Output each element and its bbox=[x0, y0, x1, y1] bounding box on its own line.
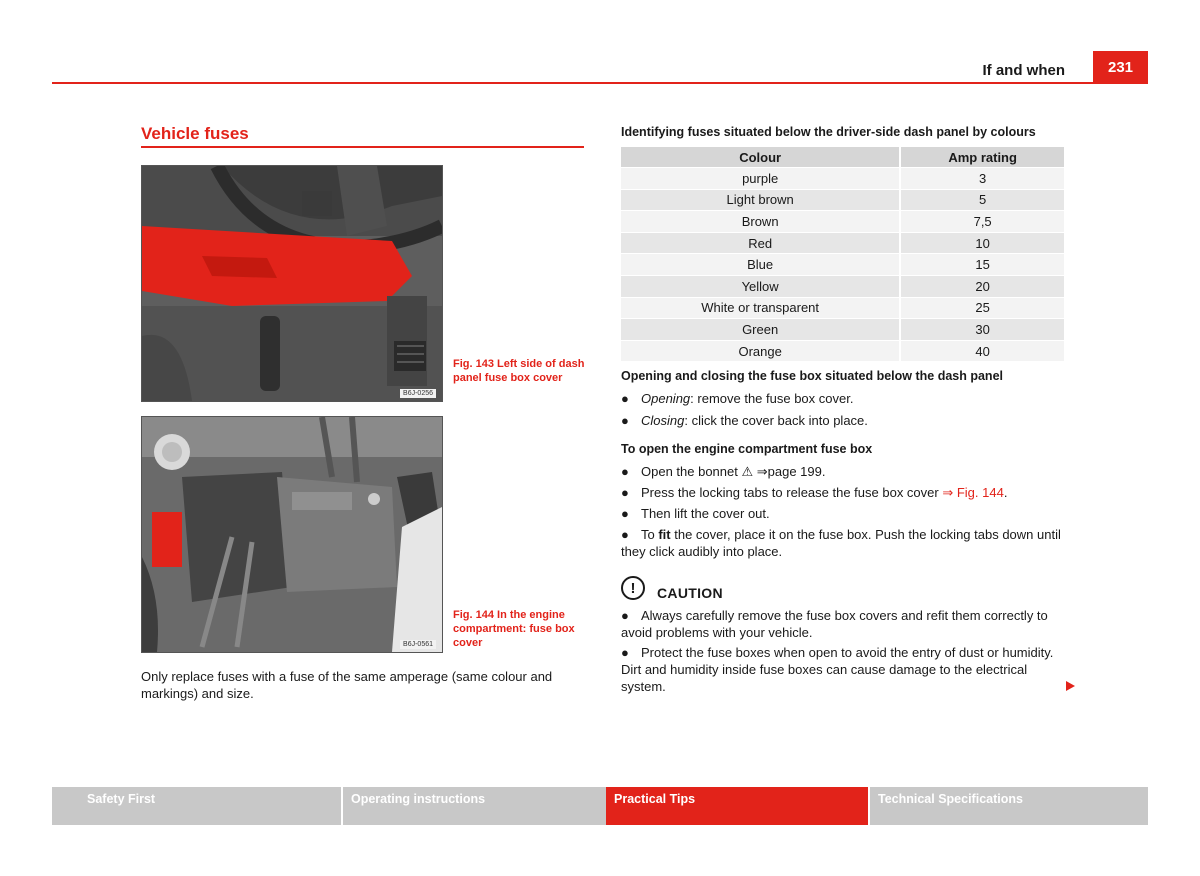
warning-triangle-icon: ⚠ bbox=[741, 464, 754, 479]
engine-compartment-illustration bbox=[142, 417, 442, 652]
table-row bbox=[621, 319, 1064, 341]
amp-cell: 30 bbox=[900, 319, 1064, 341]
term-closing: Closing bbox=[641, 413, 685, 428]
fuse-replacement-note: Only replace fuses with a fuse of the same amperage (same colour and markings) and size. bbox=[141, 669, 553, 701]
colour-cell: White or transparent bbox=[621, 297, 900, 319]
engine-fusebox-heading: To open the engine compartment fuse box bbox=[621, 442, 873, 456]
dash-panel-illustration bbox=[142, 166, 442, 401]
open-bonnet-text: Open the bonnet bbox=[641, 464, 742, 479]
table-header-row bbox=[621, 147, 1064, 168]
lift-cover-text: Then lift the cover out. bbox=[641, 506, 770, 521]
table-header-amp-rating: Amp rating bbox=[900, 147, 1064, 168]
page-reference-text: ⇒page 199. bbox=[753, 464, 826, 479]
table-row bbox=[621, 211, 1064, 233]
tab-safety-first[interactable]: Safety First bbox=[52, 787, 341, 825]
amp-cell: 7,5 bbox=[900, 211, 1064, 233]
list-item bbox=[621, 484, 1061, 501]
section-title: Vehicle fuses bbox=[141, 124, 249, 143]
list-item bbox=[621, 463, 1061, 480]
dash-fusebox-heading: Opening and closing the fuse box situated below the dash panel bbox=[621, 369, 1003, 383]
opening-text: : remove the fuse box cover. bbox=[690, 391, 854, 406]
bullet-icon: ● bbox=[621, 608, 629, 623]
table-heading: Identifying fuses situated below the driver-side dash panel by colours bbox=[621, 125, 1036, 139]
figure-144-link[interactable]: ⇒ Fig. 144 bbox=[942, 485, 1004, 500]
caution-title: CAUTION bbox=[657, 585, 723, 601]
figure-id-label: B6J-0561 bbox=[400, 640, 436, 649]
colour-cell: Orange bbox=[621, 340, 900, 361]
press-tabs-period: . bbox=[1003, 485, 1008, 500]
page-number: 231 bbox=[1093, 51, 1148, 84]
fit-cover-text-a: To bbox=[641, 527, 659, 542]
figure-engine-compartment bbox=[141, 416, 443, 653]
bullet-icon: ● bbox=[621, 464, 629, 479]
fit-cover-text-b: the cover, place it on the fuse box. Push the locking tabs down until they click audibly into place. bbox=[621, 527, 1061, 559]
table-header-colour: Colour bbox=[621, 147, 900, 168]
caution-exclamation-icon: ! bbox=[621, 576, 645, 600]
colour-cell: Blue bbox=[621, 254, 900, 276]
table-row bbox=[621, 168, 1064, 190]
amp-cell: 15 bbox=[900, 254, 1064, 276]
header-section-title: If and when bbox=[982, 62, 1065, 79]
table-row bbox=[621, 189, 1064, 211]
press-tabs-text: Press the locking tabs to release the fuse box cover bbox=[641, 485, 943, 500]
table-row bbox=[621, 275, 1064, 297]
colour-cell: Green bbox=[621, 319, 900, 341]
table-row bbox=[621, 340, 1064, 361]
amp-cell: 5 bbox=[900, 189, 1064, 211]
fit-cover-bold: fit bbox=[658, 527, 671, 542]
table-row bbox=[621, 232, 1064, 254]
list-item bbox=[621, 390, 1061, 407]
bullet-icon: ● bbox=[621, 506, 629, 521]
caution-text: Protect the fuse boxes when open to avoid the entry of dust or humidity. Dirt and humidity inside fuse boxes can cause damage to the electrical system. bbox=[621, 645, 1054, 694]
amp-cell: 3 bbox=[900, 168, 1064, 190]
colour-cell: Brown bbox=[621, 211, 900, 233]
bullet-icon: ● bbox=[621, 645, 629, 660]
header-rule bbox=[52, 82, 1148, 84]
tab-operating-instructions[interactable]: Operating instructions bbox=[343, 787, 632, 825]
continue-arrow-icon bbox=[1066, 681, 1075, 691]
colour-cell: Yellow bbox=[621, 275, 900, 297]
section-rule bbox=[141, 146, 584, 148]
term-opening: Opening bbox=[641, 391, 691, 406]
figure-id-label: B6J-0256 bbox=[400, 389, 436, 398]
bullet-icon: ● bbox=[621, 391, 629, 406]
colour-cell: Light brown bbox=[621, 189, 900, 211]
list-item bbox=[621, 607, 1061, 641]
figure-dash-panel bbox=[141, 165, 443, 402]
list-item bbox=[621, 505, 1061, 522]
colour-cell: Red bbox=[621, 232, 900, 254]
amp-cell: 10 bbox=[900, 232, 1064, 254]
table-row bbox=[621, 254, 1064, 276]
bullet-icon: ● bbox=[621, 527, 629, 542]
figure-caption-144: Fig. 144 In the engine compartment: fuse box cover bbox=[453, 609, 575, 649]
bullet-icon: ● bbox=[621, 485, 629, 500]
tab-practical-tips[interactable]: Practical Tips bbox=[606, 787, 868, 825]
colour-cell: purple bbox=[621, 168, 900, 190]
amp-cell: 25 bbox=[900, 297, 1064, 319]
list-item bbox=[621, 644, 1061, 695]
table-row bbox=[621, 297, 1064, 319]
list-item bbox=[621, 412, 1061, 429]
tab-technical-specifications[interactable]: Technical Specifications bbox=[870, 787, 1148, 825]
figure-caption-143: Fig. 143 Left side of dash panel fuse box cover bbox=[453, 358, 585, 384]
list-item bbox=[621, 526, 1061, 560]
amp-cell: 20 bbox=[900, 275, 1064, 297]
fuse-colour-table bbox=[621, 147, 1064, 361]
amp-cell: 40 bbox=[900, 340, 1064, 361]
closing-text: : click the cover back into place. bbox=[684, 413, 868, 428]
caution-text: Always carefully remove the fuse box covers and refit them correctly to avoid problems with your vehicle. bbox=[621, 608, 1048, 640]
bullet-icon: ● bbox=[621, 413, 629, 428]
